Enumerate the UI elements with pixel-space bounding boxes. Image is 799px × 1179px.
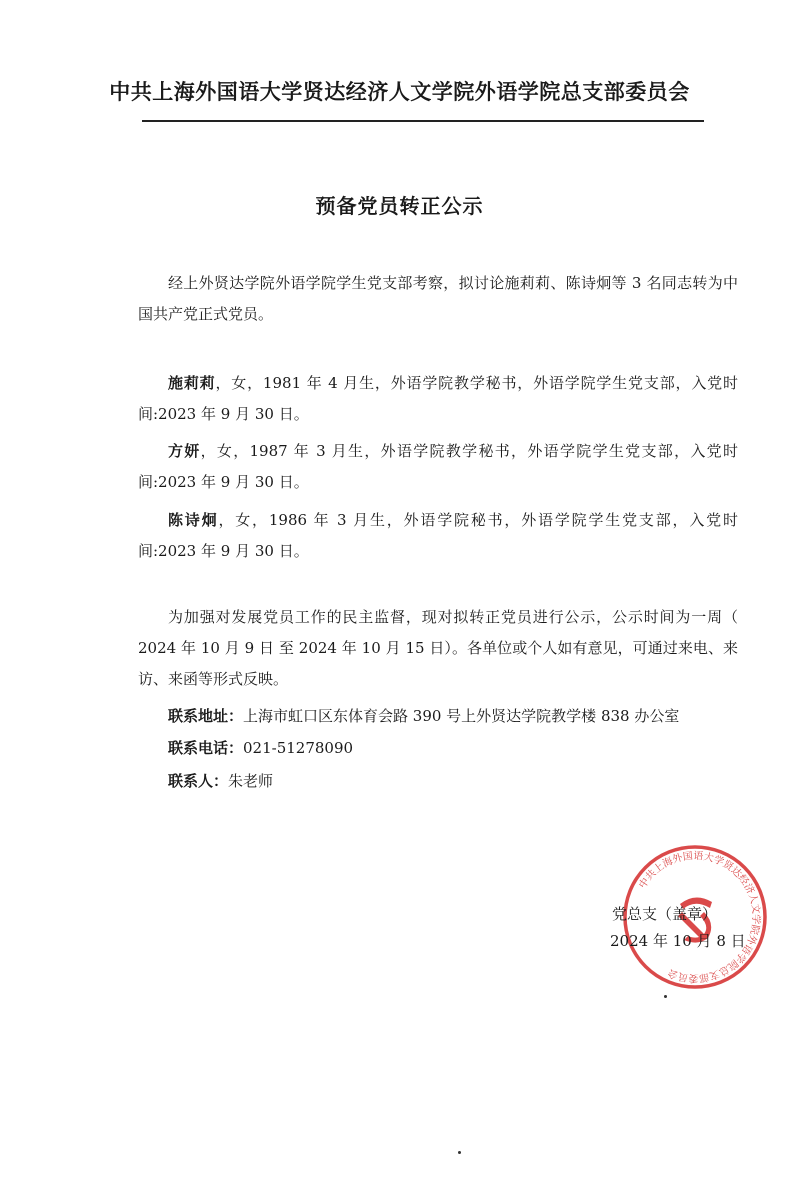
member-details: ，女，1981 年 4 月生，外语学院教学秘书，外语学院学生党支部，入党时间:2023 年 9 月 30 日。 bbox=[138, 374, 738, 423]
contact-phone-label: 联系电话： bbox=[168, 739, 244, 757]
contact-address bbox=[168, 704, 679, 728]
seal-lettering: 中共上海外国语大学贤达经济人文学院外语学院总支部委员会 bbox=[637, 850, 762, 984]
scan-speck bbox=[664, 995, 667, 998]
document-title: 预备党员转正公示 bbox=[315, 194, 484, 218]
contact-phone bbox=[168, 736, 353, 760]
intro-paragraph: 经上外贤达学院外语学院学生党支部考察，拟讨论施莉莉、陈诗炯等 3 名同志转为中国共产党正式党员。 bbox=[138, 274, 738, 323]
document-header: 中共上海外国语大学贤达经济人文学院外语学院总支部委员会 bbox=[109, 80, 690, 104]
contact-person bbox=[168, 769, 273, 793]
scan-speck bbox=[458, 1151, 461, 1154]
member-name: 施莉莉 bbox=[168, 374, 216, 392]
contact-address-value: 上海市虹口区东体育会路 390 号上外贤达学院教学楼 838 办公室 bbox=[243, 707, 680, 725]
member-entry bbox=[138, 505, 738, 567]
member-details: ，女，1986 年 3 月生，外语学院秘书，外语学院学生党支部，入党时间:2023 年 9 月 30 日。 bbox=[138, 511, 738, 560]
contact-person-label: 联系人： bbox=[168, 772, 229, 790]
contact-address-label: 联系地址： bbox=[168, 707, 244, 725]
signature-issuer: 党总支（盖章） bbox=[612, 905, 718, 923]
member-entry bbox=[138, 436, 738, 498]
member-name: 方妍 bbox=[168, 442, 201, 460]
member-entry bbox=[138, 368, 738, 430]
notice-paragraph: 为加强对发展党员工作的民主监督，现对拟转正党员进行公示，公示时间为一周（ 2024 年 10 月 9 日 至 2024 年 10 月 15 日）。各单位或个人如有意见，可通过来电、来访、来函等形式反映。 bbox=[138, 608, 738, 688]
signature-date: 2024 年 10 月 8 日 bbox=[610, 932, 746, 950]
member-name: 陈诗炯 bbox=[168, 511, 219, 529]
contact-person-value: 朱老师 bbox=[228, 772, 274, 790]
contact-phone-value: 021-51278090 bbox=[243, 739, 354, 757]
member-details: ，女，1987 年 3 月生，外语学院教学秘书，外语学院学生党支部，入党时间:2023 年 9 月 30 日。 bbox=[138, 442, 738, 491]
header-divider bbox=[142, 120, 704, 122]
